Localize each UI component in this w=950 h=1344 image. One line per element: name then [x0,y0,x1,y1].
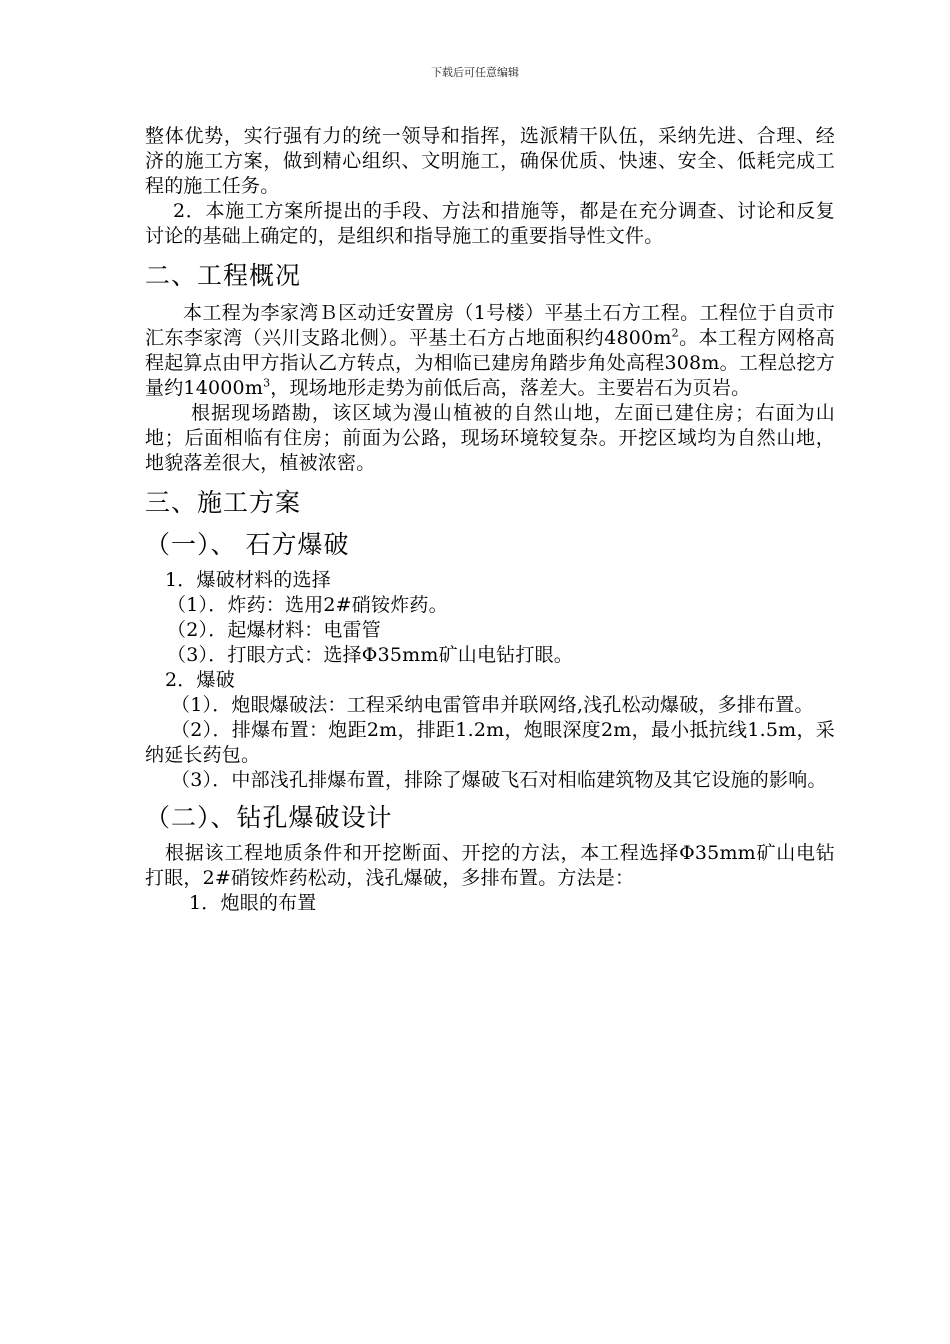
heading-project-overview: 二、工程概况 [145,261,302,290]
list-item-explosive: （1）．炸药：选用2#硝铵炸药。 [167,594,448,616]
project-description-part-3: ，现场地形走势为前低后高，落差大。主要岩石为页岩。 [270,377,751,399]
paragraph-drill-design: 根据该工程地质条件和开挖断面、开挖的方法，本工程选择Φ35mm矿山电钻打眼，2#硝铵炸药松动，浅孔爆破，多排布置。方法是： [145,842,835,889]
list-item-detonator: （2）．起爆材料：电雷管 [167,619,381,641]
list-item-central-shallow-holes: （3）．中部浅孔排爆布置，排除了爆破飞石对相临建筑物及其它设施的影响。 [171,769,827,791]
paragraph-site-survey: 根据现场踏勘，该区域为漫山植被的自然山地，左面已建住房；右面为山地；后面相临有住房；前面为公路，现场环境较复杂。开挖区域均为自然山地，地貌落差很大，植被浓密。 [145,402,835,474]
superscript-square: 2 [671,326,679,340]
paragraph-overall-advantage: 整体优势，实行强有力的统一领导和指挥，选派精干队伍，采纳先进、合理、经济的施工方案，做到精心组织、文明施工，确保优质、快速、安全、低耗完成工程的施工任务。 [145,125,835,197]
superscript-cubic: 3 [263,376,271,390]
list-item-blasting: 2．爆破 [165,669,235,691]
page-header: 下载后可任意编辑 [431,66,519,79]
list-item-drilling-method: （3）．打眼方式：选择Φ35mm矿山电钻打眼。 [167,644,573,666]
document-body [145,124,835,916]
list-item-blasting-materials: 1．爆破材料的选择 [165,569,331,591]
project-description-part-1: 本工程为李家湾Ｂ区动迁安置房（1号楼）平基土石方工程。工程位于自贡市汇东李家湾（兴川支路北侧）。平基土石方占地面积约4800m [145,302,835,349]
project-description-part-2: 。本工程方网格高程起算点由甲方指认乙方转点，为相临已建房角踏步角处高程308m。工程总挖方量约14000m [145,327,835,399]
list-item-blast-layout: （2）．排爆布置：炮距2m，排距1.2m，炮眼深度2m，最小抵抗线1.5m，采纳延长药包。 [145,719,835,766]
paragraph-plan-basis: 2．本施工方案所提出的手段、方法和措施等，都是在充分调查、讨论和反复讨论的基础上确定的，是组织和指导施工的重要指导性文件。 [145,200,835,247]
list-item-borehole-method: （1）．炮眼爆破法：工程采纳电雷管串并联网络,浅孔松动爆破，多排布置。 [171,694,814,716]
paragraph-project-description [145,301,835,401]
heading-rock-blasting: （一）、 石方爆破 [145,530,350,559]
heading-drill-blast-design: （二）、钻孔爆破设计 [145,803,393,832]
heading-construction-plan: 三、施工方案 [145,488,302,517]
list-item-borehole-layout: 1．炮眼的布置 [189,892,317,914]
